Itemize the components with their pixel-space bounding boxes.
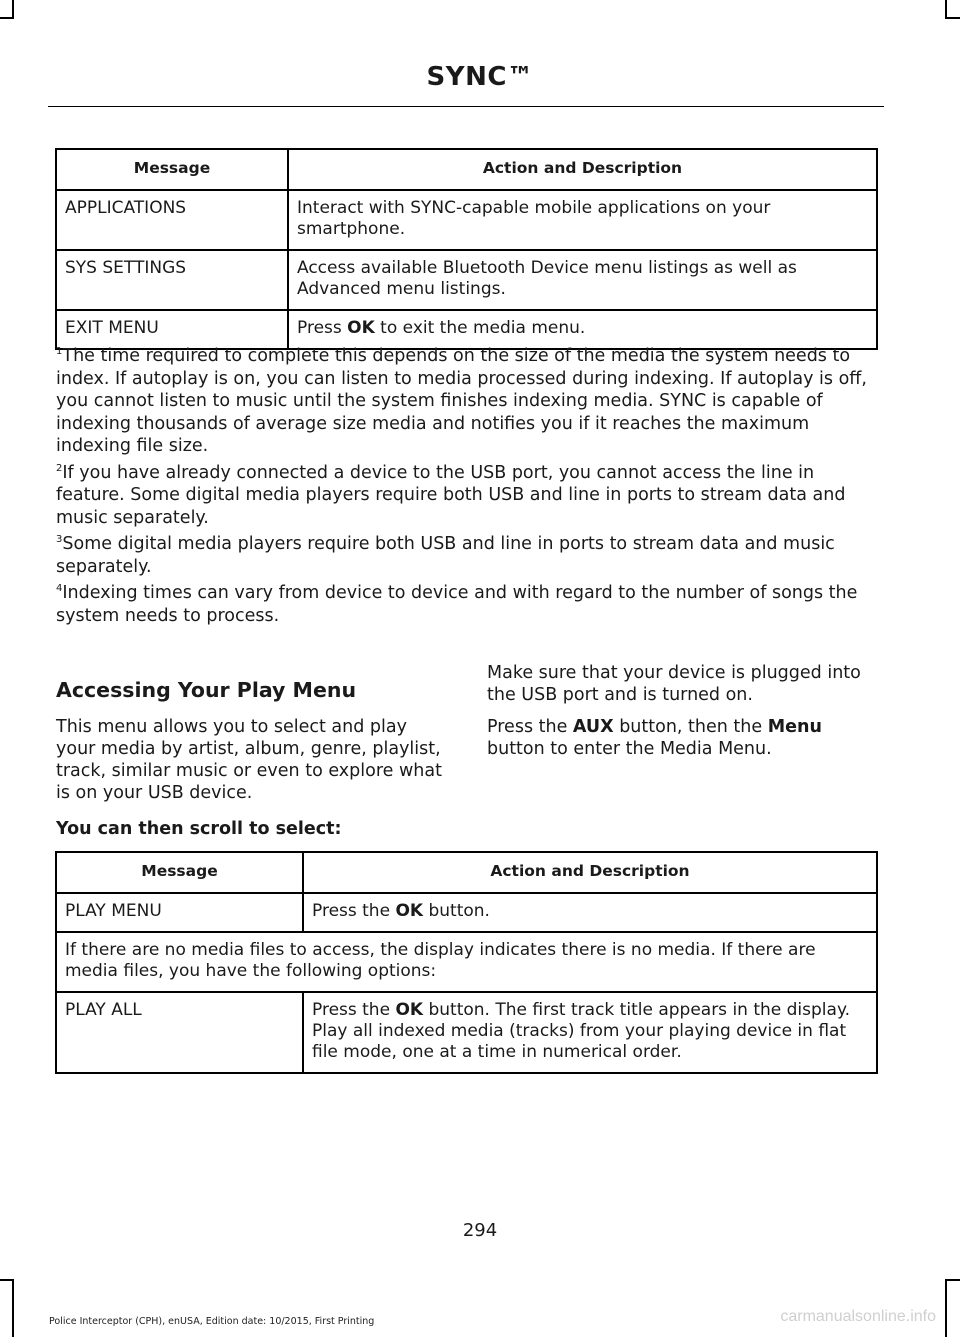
action-text: Press	[297, 318, 348, 338]
action-cell: Access available Bluetooth Device menu listings as well as Advanced menu listings.	[288, 250, 877, 310]
table-row	[56, 250, 877, 310]
action-text: Press the	[312, 901, 396, 921]
crop-mark	[945, 0, 947, 18]
menu-keyword: Menu	[767, 717, 822, 737]
ok-keyword: OK	[395, 901, 424, 921]
message-cell: PLAY MENU	[56, 893, 303, 932]
crop-mark	[12, 1280, 14, 1337]
message-cell: PLAY ALL	[56, 992, 303, 1073]
spanning-note-cell: If there are no media files to access, the display indicates there is no media. If there are media files, you have the following options:	[56, 932, 877, 992]
watermark: carmanualsonline.info	[780, 1308, 936, 1325]
message-cell: APPLICATIONS	[56, 190, 288, 250]
action-text: button.	[423, 901, 490, 921]
crop-mark	[0, 17, 14, 19]
section-intro: This menu allows you to select and play your media by artist, album, genre, playlist, track, similar music or even to explore what is on your USB device.	[56, 717, 442, 803]
table-row	[56, 310, 877, 349]
footnote-number: 2	[56, 462, 63, 474]
table-row	[56, 893, 877, 932]
left-column	[56, 676, 451, 804]
footnote-text: The time required to complete this depends on the size of the media the system needs to index. If autoplay is on, you can listen to media processed during indexing. If autoplay is off, you cannot listen to music until the system finishes indexing media. SYNC is capable of indexing thousands of average size media and notifies you if it reaches the maximum indexing file size.	[56, 346, 867, 456]
table-row	[56, 932, 877, 992]
action-text: Play all indexed media (tracks) from your playing device in flat file mode, one at a time in numerical order.	[312, 1021, 847, 1062]
scroll-heading: You can then scroll to select:	[56, 819, 342, 839]
column-header-action: Action and Description	[288, 149, 877, 190]
ok-keyword: OK	[347, 318, 375, 338]
crop-mark	[945, 1279, 960, 1281]
footnote	[56, 582, 880, 627]
column-header-message: Message	[56, 852, 303, 893]
instruction-paragraph: Make sure that your device is plugged into the USB port and is turned on.	[487, 663, 861, 705]
action-cell	[288, 310, 877, 349]
footnote	[56, 345, 880, 458]
footnotes	[56, 345, 880, 631]
footnote-number: 1	[56, 346, 63, 357]
crop-mark	[0, 1279, 14, 1281]
page-title: SYNC™	[426, 62, 534, 92]
table-header-row	[56, 852, 877, 893]
message-cell: SYS SETTINGS	[56, 250, 288, 310]
instruction-text: button, then the	[613, 717, 768, 737]
footnote-text: Some digital media players require both USB and line in ports to stream data and music separately.	[56, 534, 835, 577]
ok-keyword: OK	[395, 1000, 424, 1020]
action-text: Press the	[312, 1000, 396, 1020]
table-row	[56, 190, 877, 250]
footnote	[56, 462, 880, 530]
table-row	[56, 992, 877, 1073]
footnote-number: 3	[56, 534, 63, 545]
right-column	[487, 662, 880, 770]
edition-info: Police Interceptor (CPH), enUSA, Edition date: 10/2015, First Printing	[49, 1316, 375, 1327]
play-menu-table	[55, 851, 878, 1074]
sync-menu-table	[55, 148, 878, 350]
footnote-number: 4	[56, 583, 63, 594]
action-cell	[303, 893, 877, 932]
header-divider	[48, 106, 884, 107]
crop-mark	[945, 17, 960, 19]
table-header-row	[56, 149, 877, 190]
crop-mark	[945, 1280, 947, 1337]
column-header-message: Message	[56, 149, 288, 190]
page-number: 294	[462, 1220, 498, 1241]
footnote	[56, 533, 880, 578]
crop-mark	[12, 0, 14, 18]
section-heading: Accessing Your Play Menu	[56, 678, 357, 702]
action-text: button. The first track title appears in the display.	[423, 1000, 850, 1020]
action-text: to exit the media menu.	[374, 318, 586, 338]
instruction-text: Press the	[487, 717, 573, 737]
instruction-paragraph	[487, 716, 880, 760]
action-cell: Interact with SYNC-capable mobile applications on your smartphone.	[288, 190, 877, 250]
instruction-text: button to enter the Media Menu.	[487, 739, 772, 759]
column-header-action: Action and Description	[303, 852, 877, 893]
footnote-text: Indexing times can vary from device to device and with regard to the number of songs the system needs to process.	[56, 583, 858, 626]
aux-keyword: AUX	[572, 717, 614, 737]
footnote-text: If you have already connected a device to the USB port, you cannot access the line in feature. Some digital media players require both USB and line in ports to stream data and music separately.	[56, 462, 846, 528]
message-cell: EXIT MENU	[56, 310, 288, 349]
action-cell	[303, 992, 877, 1073]
